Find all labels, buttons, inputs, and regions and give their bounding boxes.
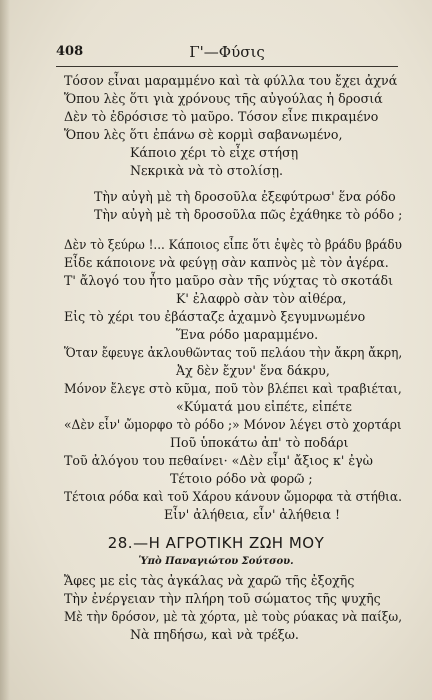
poem-line: Εἶδε κάποιονε νὰ φεύγῃ σὰν καπνὸς μὲ τὸν ἀγέρα. (64, 255, 389, 270)
poem-line: Τὴν αὐγὴ μὲ τὴ δροσοῦλα ἐξεφύτρωσ' ἕνα ρόδο (94, 189, 396, 204)
poem-line: Τοῦ ἀλόγου του πεθαίνει· «Δὲν εἶμ' ἄξιος κ' ἐγὼ (64, 453, 373, 468)
poem-line: Τέτοια ρόδα καὶ τοῦ Χάρου κάνουν ὤμορφα τὰ στήθια. (64, 489, 402, 504)
poem-line: Νὰ πηδήσω, καὶ νὰ τρέξω. (130, 627, 299, 642)
poem-line: Ἀχ δὲν ἔχυν' ἕνα δάκρυ, (176, 363, 330, 378)
section-byline: Ὑπὸ Παναγιώτου Σούτσου. (138, 556, 294, 567)
running-head: Γ'—Φύσις (189, 43, 265, 61)
poem-line: Τόσον εἶναι μαραμμένο καὶ τὰ φύλλα του ἔχει ἀχνά (64, 73, 398, 88)
poem-line: Νεκρικὰ νὰ τὸ στολίσῃ. (130, 163, 284, 178)
poem-line: Τ' ἄλογό του ἦτο μαῦρο σὰν τῆς νύχτας τὸ σκοτάδι (64, 273, 394, 288)
poem-line: «Κύματά μου εἰπέτε, εἰπέτε (176, 399, 352, 414)
poem-line: Ὅπου λὲς ὅτι γιὰ χρόνους τῆς αὐγούλας ἡ δροσιά (64, 91, 383, 106)
poem-line: Εἰς τὸ χέρι του ἐβάσταζε ἀχαμνὸ ξεγυμνωμένο (64, 309, 366, 324)
poem-line: Τέτοιο ρόδο νὰ φορῶ ; (170, 471, 313, 486)
header-rule (56, 66, 398, 67)
poem-line: Ἄφες με εἰς τὰς ἀγκάλας νὰ χαρῶ τῆς ἐξοχῆς (64, 573, 355, 588)
poem-line: Ὅπου λὲς ὅτι ἐπάνω σὲ κορμὶ σαβανωμένο, (64, 127, 343, 142)
section-title: 28.—Η ΑΓΡΟΤΙΚΗ ΖΩΗ ΜΟΥ (107, 534, 325, 552)
poem-line: Δὲν τὸ ξεύρω !... Κάποιος εἶπε ὅτι ἐψὲς τὸ βράδυ βράδυ (64, 237, 402, 252)
poem-line: Μὲ τὴν δρόσον, μὲ τὰ χόρτα, μὲ τοὺς ρύακας νὰ παίξω, (64, 609, 403, 624)
poem-line: Κάποιο χέρι τὸ εἶχε στήσῃ (130, 145, 299, 160)
page-number: 408 (56, 44, 84, 59)
page-header (56, 44, 398, 62)
poem-line: Ποῦ ὑποκάτω ἀπ' τὸ ποδάρι (170, 435, 349, 450)
page-gutter-shadow (0, 0, 10, 700)
poem-line: Ἕνα ρόδο μαραμμένο. (176, 327, 319, 342)
poem-line: Κ' ἐλαφρὸ σὰν τὸν αἰθέρα, (176, 291, 347, 306)
poem-line: Δὲν τὸ ἐδρόσισε τὸ μαῦρο. Τόσον εἶνε πικραμένο (64, 109, 379, 124)
poem-line: Μόνον ἔλεγε στὸ κῦμα, ποῦ τὸν βλέπει καὶ τραβιέται, (64, 381, 402, 396)
poem-line: Τὴν αὐγὴ μὲ τὴ δροσοῦλα πῶς ἐχάθηκε τὸ ρόδο ; (94, 207, 403, 222)
poem-line: Ὅταν ἔφευγε ἀκλουθῶντας τοῦ πελάου τὴν ἄκρη ἄκρη, (64, 345, 403, 360)
poem-line: Εἶν' ἀλήθεια, εἶν' ἀλήθεια ! (164, 507, 341, 522)
poem-line: «Δὲν εἶν' ὤμορφο τὸ ρόδο ;» Μόνον λέγει στὸ χορτάρι (64, 417, 402, 432)
poem-line: Τὴν ἐνέργειαν τὴν πλήρη τοῦ σώματος τῆς ψυχῆς (64, 591, 381, 606)
